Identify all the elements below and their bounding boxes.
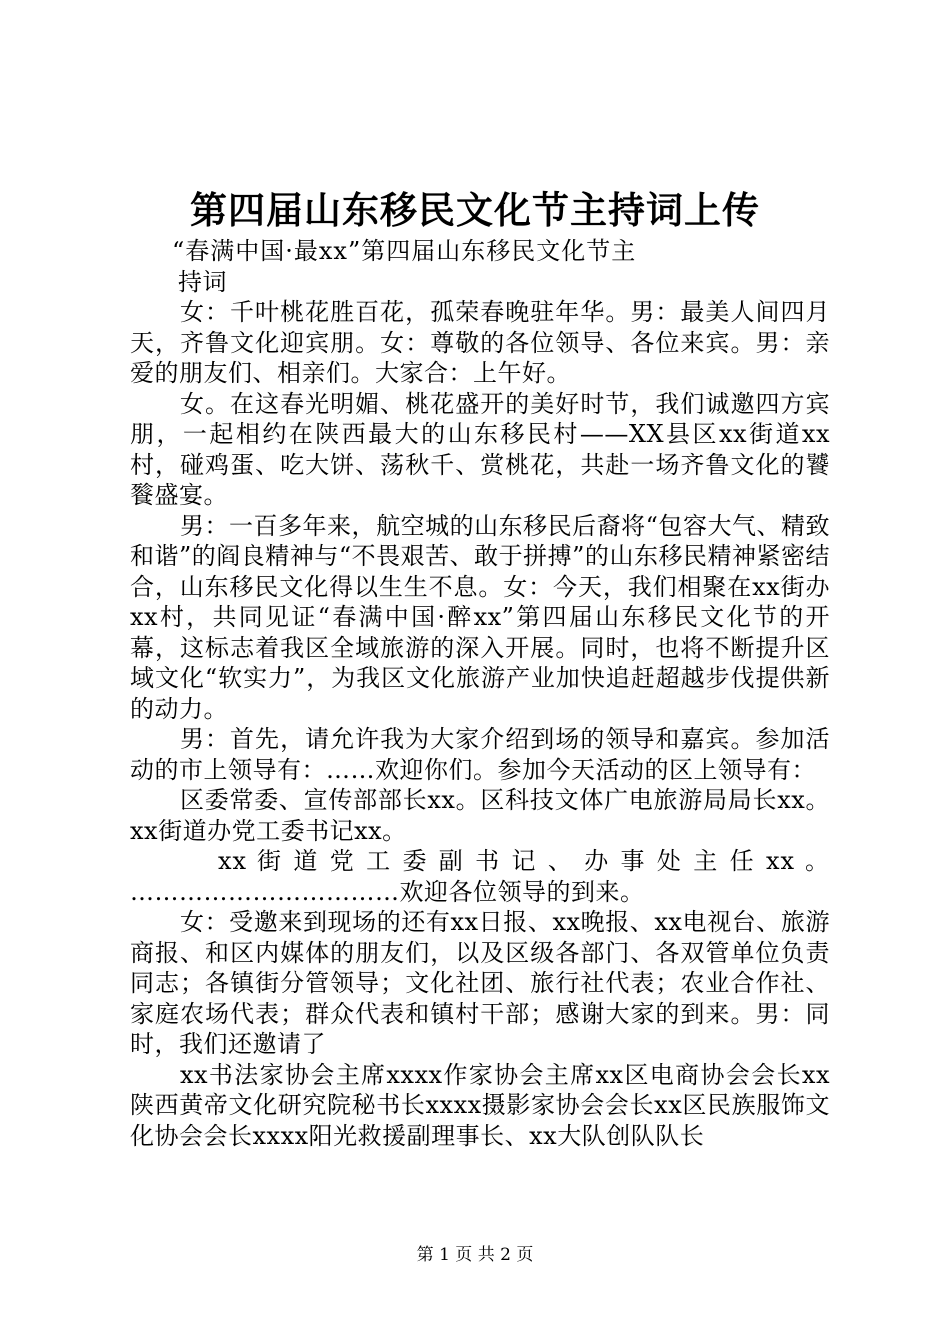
paragraph-media-guests: 女：受邀来到现场的还有xx日报、xx晚报、xx电视台、旅游商报、和区内媒体的朋友们，以及区级各部门、各双管单位负责同志；各镇街分管领导；文化社团、旅行社代表；农业合作社、家庭农场代表；群众代表和镇村干部；感谢大家的到来。男：同时，我们还邀请了: [130, 908, 830, 1058]
paragraph-welcome-leaders: ……………………………欢迎各位领导的到来。: [130, 877, 645, 906]
page-number-footer: 第 1 页 共 2 页: [416, 1245, 534, 1265]
paragraph-deputy-secretary: xx 街 道 党 工 委 副 书 记 、 办 事 处 主 任 xx 。: [218, 847, 830, 875]
paragraph-welcome: 女。在这春光明媚、桃花盛开的美好时节，我们诚邀四方宾朋，一起相约在陕西最大的山东移民村——XX县区xx街道xx村，碰鸡蛋、吃大饼、荡秋千、赏桃花，共赴一场齐鲁文化的饕餮盛宴。: [130, 389, 830, 509]
subtitle-line-2: 持词: [178, 267, 227, 296]
paragraph-introduction: 男：首先，请允许我为大家介绍到场的领导和嘉宾。参加活动的市上领导有：……欢迎你们。参加今天活动的区上领导有：: [130, 725, 830, 784]
subtitle-line-1: “春满中国·最xx”第四届山东移民文化节主: [172, 237, 637, 265]
paragraph-district-leaders: 区委常委、宣传部部长xx。区科技文体广电旅游局局长xx。xx街道办党工委书记xx。: [130, 786, 830, 845]
document-title: 第四届山东移民文化节主持词上传: [190, 188, 760, 232]
paragraph-association-guests: xx书法家协会主席xxxx作家协会主席xx区电商协会会长xx陕西黄帝文化研究院秘书长xxxx摄影家协会会长xx区民族服饰文化协会会长xxxx阳光救援副理事长、xx大队创队队长: [130, 1060, 830, 1150]
paragraph-history: 男：一百多年来，航空城的山东移民后裔将“包容大气、精致和谐”的阎良精神与“不畏艰苦、敢于拼搏”的山东移民精神紧密结合，山东移民文化得以生生不息。女：今天，我们相聚在xx街办xx村，共同见证“春满中国·醉xx”第四届山东移民文化节的开幕，这标志着我区全域旅游的深入开展。同时，也将不断提升区域文化“软实力”，为我区文化旅游产业加快追赶超越步伐提供新的动力。: [130, 511, 830, 723]
document-body: [130, 236, 830, 1151]
paragraph-opening: 女：千叶桃花胜百花，孤荣春晚驻年华。男：最美人间四月天，齐鲁文化迎宾朋。女：尊敬的各位领导、各位来宾。男：亲爱的朋友们、相亲们。大家合：上午好。: [130, 298, 830, 387]
